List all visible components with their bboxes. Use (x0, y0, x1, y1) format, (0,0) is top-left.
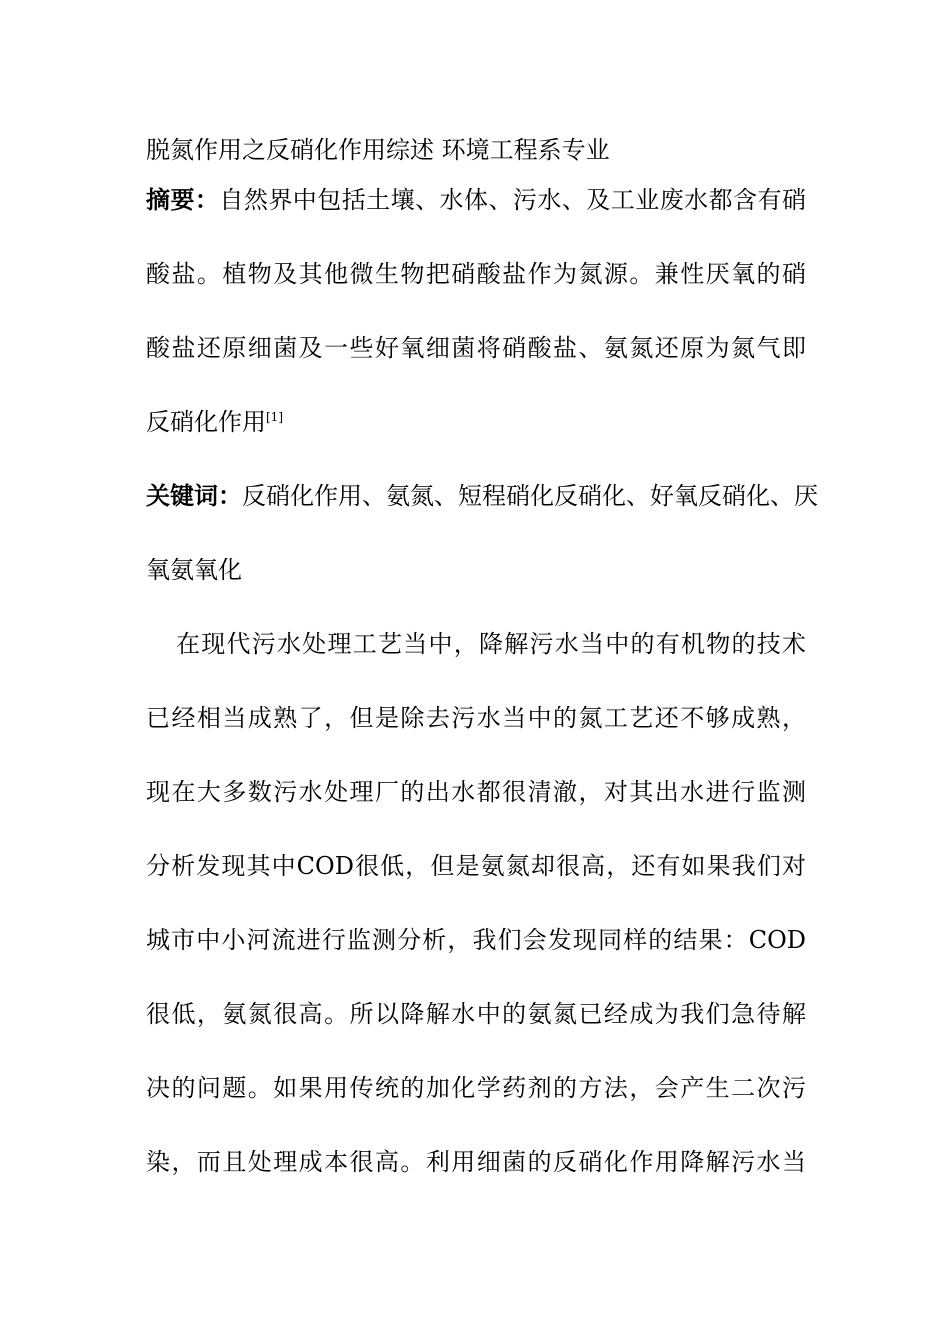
body-line-1: 在现代污水处理工艺当中，降解污水当中的有机物的技术 (176, 630, 806, 658)
citation-marker: [1] (266, 410, 283, 424)
body-line-3: 现在大多数污水处理厂的出水都很清澈，对其出水进行监测 (146, 778, 806, 806)
abstract-text-1: 自然界中包括土壤、水体、污水、及工业废水都含有硝 (219, 186, 807, 214)
abstract-last-text: 反硝化作用 (146, 408, 266, 436)
abstract-line-4 (146, 400, 806, 474)
body-line-5: 城市中小河流进行监测分析，我们会发现同样的结果：COD (146, 926, 806, 954)
keywords-line-2: 氧氨氧化 (146, 556, 242, 584)
body-line-8: 染，而且处理成本很高。利用细菌的反硝化作用降解污水当 (146, 1148, 806, 1176)
body-line-6: 很低，氨氮很高。所以降解水中的氨氮已经成为我们急待解 (146, 1000, 806, 1028)
abstract-label: 摘要： (146, 185, 220, 214)
body-line-7: 决的问题。如果用传统的加化学药剂的方法，会产生二次污 (146, 1074, 806, 1102)
body-line-4: 分析发现其中COD很低，但是氨氮却很高，还有如果我们对 (146, 852, 806, 880)
keywords-line-1 (146, 474, 818, 548)
document-title: 脱氮作用之反硝化作用综述 环境工程系专业 (146, 136, 610, 164)
document-page (146, 128, 818, 1214)
abstract-line-2: 酸盐。植物及其他微生物把硝酸盐作为氮源。兼性厌氧的硝 (146, 260, 806, 288)
abstract-line-1 (146, 178, 806, 252)
keywords-label: 关键词： (146, 481, 242, 510)
body-line-2: 已经相当成熟了，但是除去污水当中的氮工艺还不够成熟， (146, 704, 806, 732)
abstract-line-3: 酸盐还原细菌及一些好氧细菌将硝酸盐、氨氮还原为氮气即 (146, 334, 806, 362)
keywords-text-1: 反硝化作用、氨氮、短程硝化反硝化、好氧反硝化、厌 (242, 482, 818, 510)
